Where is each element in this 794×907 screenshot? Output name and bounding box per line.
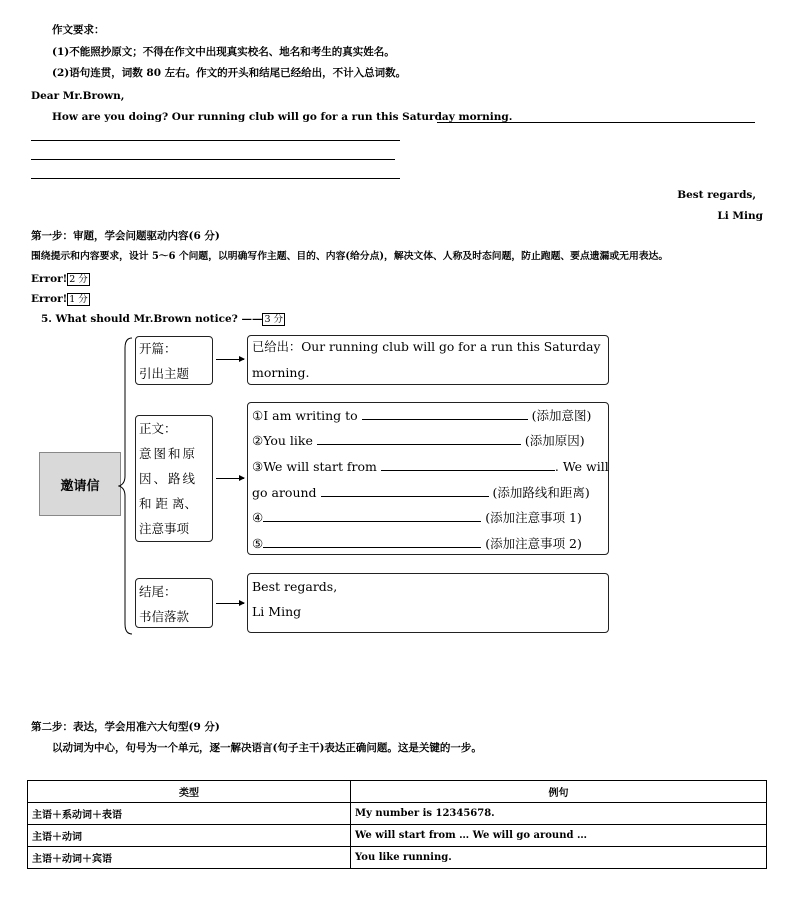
question-5 [41, 312, 285, 326]
opening-text-2: morning. [252, 365, 310, 380]
body-content-box [247, 402, 609, 555]
writing-line [437, 122, 755, 123]
item-1-note: (添加意图) [531, 408, 592, 423]
writing-line [31, 140, 400, 141]
table-row [28, 847, 767, 869]
body-label-5: 注意事项 [139, 521, 190, 536]
item-3-tail: . We will [554, 459, 609, 474]
step2-description: 以动词为中心，句号为一个单元，逐一解决语言(句子主干)表达正确问题。这是关键的一步。 [52, 742, 482, 754]
fill-blank[interactable] [381, 458, 555, 471]
item-1-text: ①I am writing to [252, 408, 358, 423]
ending-label-2: 书信落款 [139, 609, 190, 624]
table-header-row [28, 781, 767, 803]
table-cell: We will start from … We will go around … [351, 825, 767, 847]
score-tag: 2 分 [69, 273, 88, 285]
opening-label-1: 开篇： [139, 341, 177, 356]
writing-line [31, 178, 400, 179]
error-line-2 [31, 292, 90, 306]
item-2-text: ②You like [252, 433, 313, 448]
item-3b-text: go around [252, 485, 317, 500]
item-4-note: (添加注意事项 1) [485, 510, 582, 525]
writing-line [31, 159, 395, 160]
requirements-title: 作文要求： [52, 24, 105, 36]
error-text: Error! [31, 293, 68, 305]
item-3b [252, 480, 590, 506]
table-cell: You like running. [351, 847, 767, 869]
question-5-text: 5. What should Mr.Brown notice? —— [41, 313, 263, 325]
table-header-type: 类型 [28, 781, 351, 803]
score-tag: 1 分 [69, 293, 88, 305]
table-row [28, 803, 767, 825]
fill-blank[interactable] [317, 432, 521, 445]
letter-opening: How are you doing? Our running club will go for a run this Saturday morning. [52, 111, 513, 123]
table-cell: 主语＋动词＋宾语 [28, 847, 351, 869]
item-2 [252, 428, 585, 454]
opening-node [135, 336, 213, 385]
body-node [135, 415, 213, 542]
item-5 [252, 531, 582, 557]
arrow [216, 359, 244, 360]
step1-title: 第一步：审题，学会问题驱动内容(6 分) [31, 230, 220, 242]
score-tag: 3 分 [264, 313, 284, 325]
body-label-2: 意图和原 [139, 446, 198, 461]
letter-closing: Best regards, [677, 189, 756, 201]
error-line-1 [31, 272, 90, 286]
body-label-1: 正文： [139, 421, 177, 436]
letter-signature: Li Ming [717, 210, 763, 222]
ending-node [135, 578, 213, 628]
sentence-pattern-table [27, 780, 767, 869]
requirement-1: (1)不能照抄原文；不得在作文中出现真实校名、地名和考生的真实姓名。 [52, 46, 395, 58]
fill-blank[interactable] [263, 535, 481, 548]
item-3 [252, 454, 609, 480]
root-label: 邀请信 [60, 478, 100, 494]
item-4 [252, 505, 582, 531]
step2-title: 第二步：表达，学会用准六大句型(9 分) [31, 721, 220, 733]
item-2-note: (添加原因) [524, 433, 585, 448]
table-cell: 主语＋系动词＋表语 [28, 803, 351, 825]
body-label-3: 因、路线 [139, 471, 198, 486]
error-text: Error! [31, 273, 68, 285]
item-3-text: ③We will start from [252, 459, 377, 474]
table-row [28, 825, 767, 847]
step1-description: 围绕提示和内容要求，设计 5～6 个问题，以明确写作主题、目的、内容(给分点)，解决文体、人称及时态问题，防止跑题、要点遗漏或无用表达。 [31, 251, 669, 262]
ending-text-2: Li Ming [252, 604, 302, 619]
fill-blank[interactable] [263, 509, 481, 522]
fill-blank[interactable] [321, 484, 489, 497]
table-cell: 主语＋动词 [28, 825, 351, 847]
ending-text-1: Best regards, [252, 579, 338, 594]
table-header-example: 例句 [351, 781, 767, 803]
body-label-4: 和 距 离、 [139, 496, 197, 511]
fill-blank[interactable] [362, 407, 528, 420]
ending-content-box [247, 573, 609, 633]
opening-content-box [247, 335, 609, 385]
root-node [39, 452, 121, 516]
item-5-text: ⑤ [252, 536, 264, 551]
item-5-note: (添加注意事项 2) [485, 536, 582, 551]
ending-label-1: 结尾： [139, 584, 177, 599]
item-4-text: ④ [252, 510, 264, 525]
item-1 [252, 403, 591, 429]
item-3b-note: (添加路线和距离) [492, 485, 590, 500]
table-cell: My number is 12345678. [351, 803, 767, 825]
arrow [216, 603, 244, 604]
opening-text-1: 已给出：Our running club will go for a run this Saturday [252, 340, 601, 354]
letter-greeting: Dear Mr.Brown, [31, 90, 125, 102]
opening-label-2: 引出主题 [139, 366, 190, 381]
brace [118, 336, 134, 636]
arrow [216, 478, 244, 479]
requirement-2: (2)语句连贯，词数 80 左右。作文的开头和结尾已经给出，不计入总词数。 [52, 67, 407, 79]
